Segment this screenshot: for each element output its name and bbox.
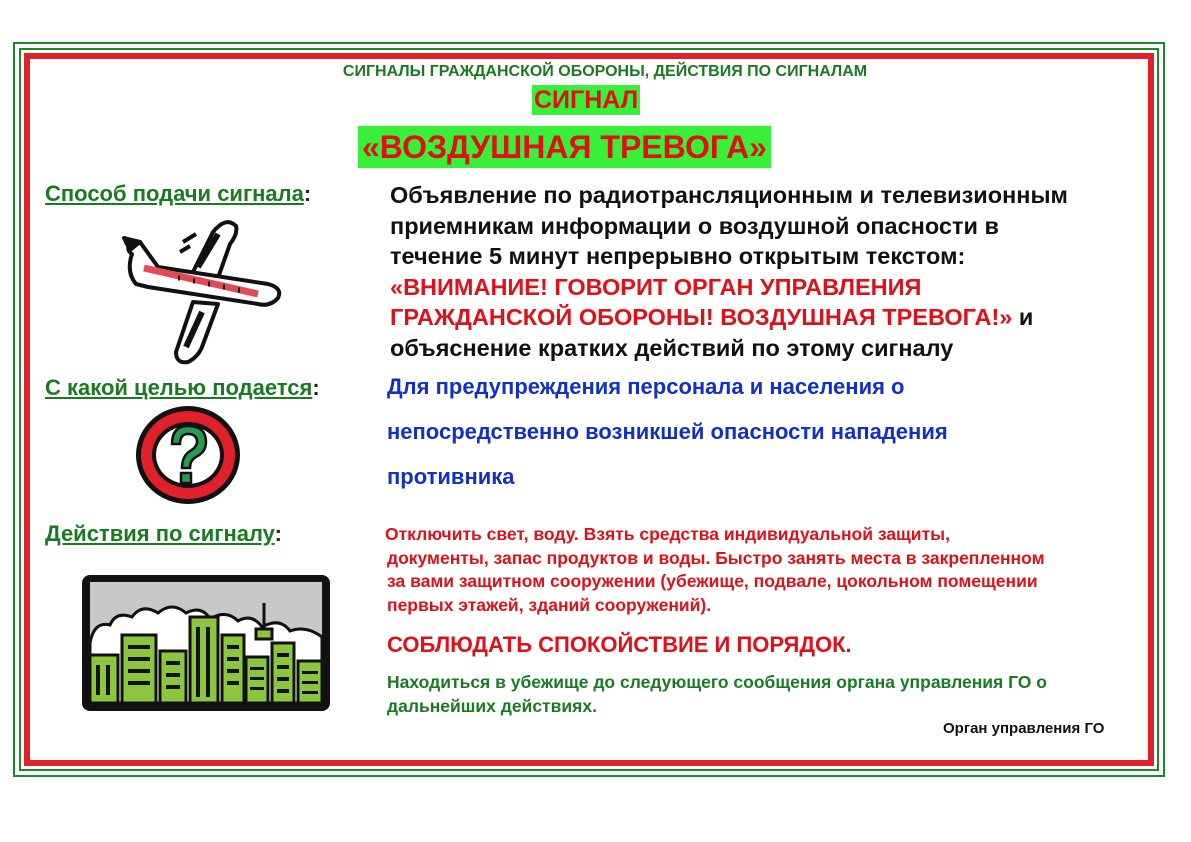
section1-red-line1: «ВНИМАНИЕ! ГОВОРИТ ОРГАН УПРАВЛЕНИЯ — [390, 273, 922, 300]
section3-line3: за вами защитном сооружении (убежище, подвале, цокольном помещении — [387, 571, 1038, 591]
section1-text — [390, 180, 1068, 363]
section2-line2: непосредственно возникшей опасности нападения — [387, 419, 948, 444]
city-icon — [80, 573, 332, 713]
signal-name: «ВОЗДУШНАЯ ТРЕВОГА» — [358, 126, 771, 168]
section1-line1: Объявление по радиотрансляционным и телевизионным — [390, 182, 1068, 208]
section3-line2: документы, запас продуктов и воды. Быстро занять места в закрепленном — [387, 547, 1045, 568]
stay-line1: Находиться в убежище до следующего сообщения органа управления ГО о — [387, 672, 1047, 692]
signal-label: СИГНАЛ — [534, 86, 639, 114]
stay-line2: дальнейших действиях. — [387, 695, 597, 716]
signature: Орган управления ГО — [943, 720, 1105, 737]
section1-red-line2: ГРАЖДАНСКОЙ ОБОРОНЫ! ВОЗДУШНАЯ ТРЕВОГА!» — [390, 304, 1013, 330]
section1-heading: Способ подачи сигнала: — [45, 181, 312, 206]
section2-line3: противника — [387, 464, 515, 489]
section1-and: и — [1012, 304, 1034, 330]
section2-line1: Для предупреждения персонала и населения о — [387, 374, 905, 399]
section3-line1: Отключить свет, воду. Взять средства индивидуальной защиты, — [385, 524, 950, 544]
calm-order-text: СОБЛЮДАТЬ СПОКОЙСТВИЕ И ПОРЯДОК. — [387, 632, 852, 657]
section3-heading: Действия по сигналу: — [45, 521, 282, 546]
question-icon — [132, 402, 244, 508]
section2-heading: С какой целью подается: — [45, 375, 320, 400]
airplane-icon — [118, 212, 288, 367]
section1-line-last: объяснение кратких действий по этому сигналу — [390, 334, 954, 361]
section1-line3: течение 5 минут непрерывно открытым текстом: — [390, 243, 966, 269]
section3-line4: первых этажей, зданий сооружений). — [387, 594, 712, 615]
top-title: СИГНАЛЫ ГРАЖДАНСКОЙ ОБОРОНЫ, ДЕЙСТВИЯ ПО СИГНАЛАМ — [342, 63, 868, 80]
section1-line2: приемникам информации о воздушной опасности в — [390, 212, 999, 239]
section3-text — [385, 523, 1045, 617]
stay-text — [387, 671, 1047, 718]
